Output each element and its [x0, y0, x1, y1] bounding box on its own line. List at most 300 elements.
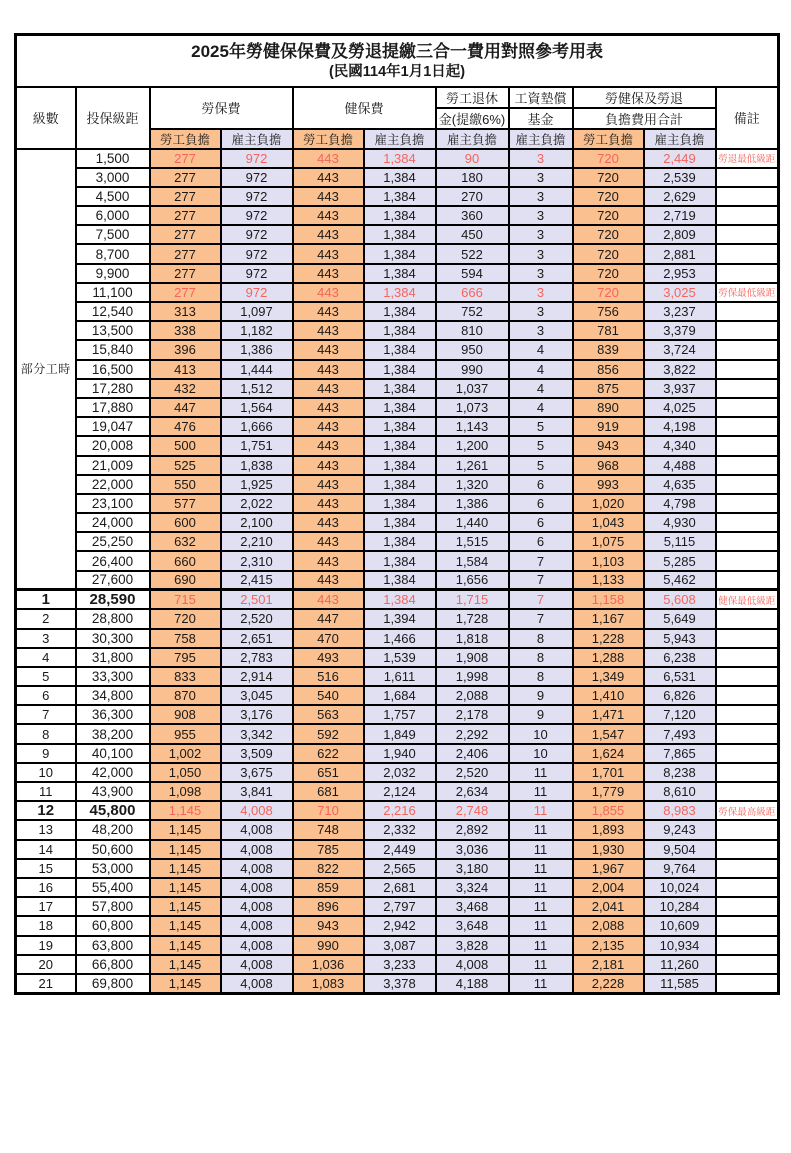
table-row	[16, 302, 779, 321]
table-row	[16, 168, 779, 187]
cell-remark	[716, 360, 779, 379]
cell-health-insurance-employee: 443	[293, 456, 364, 475]
cell-health-insurance-employee: 592	[293, 724, 364, 743]
cell-wage-fund-employer: 6	[509, 532, 573, 551]
cell-remark	[716, 974, 779, 993]
cell-labor-insurance-employer: 1,838	[221, 456, 293, 475]
cell-wage-fund-employer: 11	[509, 859, 573, 878]
cell-total-employer: 3,237	[644, 302, 716, 321]
cell-total-employer: 10,934	[644, 936, 716, 955]
cell-bracket: 17,280	[76, 379, 150, 398]
cell-total-employer: 5,943	[644, 629, 716, 648]
cell-labor-insurance-employee: 600	[150, 513, 221, 532]
table-row	[16, 264, 779, 283]
cell-total-employee: 2,135	[573, 936, 644, 955]
cell-labor-insurance-employee: 277	[150, 206, 221, 225]
cell-labor-insurance-employer: 972	[221, 206, 293, 225]
cell-labor-insurance-employer: 972	[221, 283, 293, 302]
cell-remark	[716, 744, 779, 763]
cell-labor-insurance-employer: 1,444	[221, 360, 293, 379]
cell-level: 6	[16, 686, 76, 705]
cell-remark	[716, 244, 779, 263]
cell-labor-insurance-employee: 1,145	[150, 820, 221, 839]
cell-health-insurance-employee: 563	[293, 705, 364, 724]
cell-wage-fund-employer: 9	[509, 705, 573, 724]
cell-labor-insurance-employee: 870	[150, 686, 221, 705]
cell-total-employer: 4,798	[644, 494, 716, 513]
premium-reference-table	[14, 33, 780, 995]
cell-labor-insurance-employer: 2,310	[221, 551, 293, 570]
cell-wage-fund-employer: 5	[509, 456, 573, 475]
cell-labor-insurance-employee: 396	[150, 340, 221, 359]
col-header-level: 級數	[16, 87, 76, 149]
cell-total-employer: 8,610	[644, 782, 716, 801]
cell-labor-insurance-employee: 1,145	[150, 859, 221, 878]
cell-wage-fund-employer: 4	[509, 379, 573, 398]
subheader-total-employee: 勞工負擔	[573, 129, 644, 149]
table-row	[16, 705, 779, 724]
cell-remark	[716, 551, 779, 570]
cell-labor-insurance-employee: 500	[150, 436, 221, 455]
cell-labor-insurance-employee: 577	[150, 494, 221, 513]
cell-labor-insurance-employer: 3,342	[221, 724, 293, 743]
cell-wage-fund-employer: 3	[509, 302, 573, 321]
cell-health-insurance-employee: 443	[293, 360, 364, 379]
cell-wage-fund-employer: 7	[509, 571, 573, 590]
cell-labor-insurance-employer: 972	[221, 187, 293, 206]
cell-remark: 勞退最低級距	[716, 149, 779, 168]
cell-health-insurance-employer: 1,384	[364, 436, 436, 455]
cell-health-insurance-employee: 443	[293, 513, 364, 532]
cell-total-employer: 8,238	[644, 763, 716, 782]
cell-bracket: 19,047	[76, 417, 150, 436]
table-row	[16, 686, 779, 705]
subheader-labor-insurance-employee: 勞工負擔	[150, 129, 221, 149]
cell-health-insurance-employer: 2,797	[364, 897, 436, 916]
cell-labor-insurance-employee: 1,050	[150, 763, 221, 782]
cell-health-insurance-employee: 470	[293, 629, 364, 648]
cell-health-insurance-employer: 1,384	[364, 225, 436, 244]
table-row	[16, 897, 779, 916]
cell-health-insurance-employee: 1,036	[293, 955, 364, 974]
cell-labor-insurance-employer: 2,210	[221, 532, 293, 551]
cell-labor-insurance-employee: 447	[150, 398, 221, 417]
table-row	[16, 340, 779, 359]
cell-health-insurance-employer: 1,940	[364, 744, 436, 763]
cell-bracket: 12,540	[76, 302, 150, 321]
page	[0, 33, 791, 1153]
cell-total-employee: 875	[573, 379, 644, 398]
cell-pension-employer: 3,180	[436, 859, 509, 878]
cell-pension-employer: 1,037	[436, 379, 509, 398]
cell-remark: 勞保最高級距	[716, 801, 779, 820]
table-row	[16, 782, 779, 801]
cell-wage-fund-employer: 7	[509, 551, 573, 570]
cell-pension-employer: 2,292	[436, 724, 509, 743]
table-row	[16, 590, 779, 610]
cell-wage-fund-employer: 3	[509, 264, 573, 283]
cell-health-insurance-employer: 1,384	[364, 417, 436, 436]
cell-total-employer: 4,198	[644, 417, 716, 436]
cell-labor-insurance-employee: 1,098	[150, 782, 221, 801]
cell-labor-insurance-employer: 4,008	[221, 897, 293, 916]
cell-health-insurance-employer: 1,466	[364, 629, 436, 648]
cell-total-employer: 2,539	[644, 168, 716, 187]
cell-labor-insurance-employer: 972	[221, 225, 293, 244]
cell-remark	[716, 571, 779, 590]
cell-bracket: 38,200	[76, 724, 150, 743]
cell-total-employee: 1,020	[573, 494, 644, 513]
cell-health-insurance-employer: 1,539	[364, 648, 436, 667]
table-row	[16, 436, 779, 455]
cell-total-employer: 5,285	[644, 551, 716, 570]
cell-health-insurance-employer: 1,849	[364, 724, 436, 743]
cell-health-insurance-employee: 540	[293, 686, 364, 705]
cell-health-insurance-employee: 943	[293, 916, 364, 935]
cell-remark	[716, 302, 779, 321]
cell-bracket: 17,880	[76, 398, 150, 417]
cell-bracket: 43,900	[76, 782, 150, 801]
table-row	[16, 513, 779, 532]
cell-health-insurance-employee: 443	[293, 398, 364, 417]
cell-health-insurance-employer: 1,384	[364, 456, 436, 475]
cell-health-insurance-employee: 710	[293, 801, 364, 820]
cell-remark	[716, 840, 779, 859]
cell-bracket: 69,800	[76, 974, 150, 993]
cell-pension-employer: 3,036	[436, 840, 509, 859]
cell-labor-insurance-employer: 1,925	[221, 475, 293, 494]
cell-pension-employer: 666	[436, 283, 509, 302]
cell-total-employer: 5,115	[644, 532, 716, 551]
cell-health-insurance-employee: 896	[293, 897, 364, 916]
cell-health-insurance-employer: 1,384	[364, 590, 436, 610]
cell-pension-employer: 1,818	[436, 629, 509, 648]
cell-labor-insurance-employer: 3,045	[221, 686, 293, 705]
cell-labor-insurance-employer: 4,008	[221, 801, 293, 820]
cell-labor-insurance-employee: 1,145	[150, 955, 221, 974]
cell-labor-insurance-employer: 972	[221, 168, 293, 187]
table-row	[16, 551, 779, 570]
cell-health-insurance-employer: 2,942	[364, 916, 436, 935]
cell-labor-insurance-employee: 277	[150, 168, 221, 187]
cell-wage-fund-employer: 3	[509, 244, 573, 263]
cell-labor-insurance-employee: 277	[150, 225, 221, 244]
cell-health-insurance-employer: 1,684	[364, 686, 436, 705]
cell-total-employer: 6,531	[644, 667, 716, 686]
cell-remark	[716, 609, 779, 628]
cell-bracket: 15,840	[76, 340, 150, 359]
cell-pension-employer: 810	[436, 321, 509, 340]
cell-pension-employer: 450	[436, 225, 509, 244]
cell-remark	[716, 225, 779, 244]
cell-health-insurance-employee: 443	[293, 379, 364, 398]
cell-total-employee: 1,103	[573, 551, 644, 570]
cell-health-insurance-employer: 1,384	[364, 494, 436, 513]
cell-remark	[716, 782, 779, 801]
table-row	[16, 244, 779, 263]
cell-total-employer: 4,025	[644, 398, 716, 417]
cell-remark	[716, 417, 779, 436]
cell-total-employer: 2,629	[644, 187, 716, 206]
cell-labor-insurance-employer: 1,182	[221, 321, 293, 340]
table-row	[16, 974, 779, 993]
cell-bracket: 6,000	[76, 206, 150, 225]
cell-health-insurance-employee: 859	[293, 878, 364, 897]
col-header-labor-insurance: 勞保費	[150, 87, 293, 129]
cell-pension-employer: 1,515	[436, 532, 509, 551]
cell-labor-insurance-employer: 2,520	[221, 609, 293, 628]
cell-pension-employer: 3,468	[436, 897, 509, 916]
cell-labor-insurance-employee: 550	[150, 475, 221, 494]
cell-bracket: 31,800	[76, 648, 150, 667]
cell-bracket: 30,300	[76, 629, 150, 648]
cell-total-employee: 1,410	[573, 686, 644, 705]
cell-total-employer: 4,488	[644, 456, 716, 475]
cell-total-employee: 720	[573, 244, 644, 263]
cell-health-insurance-employer: 1,384	[364, 360, 436, 379]
cell-health-insurance-employer: 3,378	[364, 974, 436, 993]
table-row	[16, 744, 779, 763]
cell-total-employee: 1,349	[573, 667, 644, 686]
cell-health-insurance-employer: 1,384	[364, 532, 436, 551]
cell-pension-employer: 1,320	[436, 475, 509, 494]
cell-health-insurance-employee: 443	[293, 571, 364, 590]
cell-bracket: 42,000	[76, 763, 150, 782]
cell-health-insurance-employer: 2,681	[364, 878, 436, 897]
table-row	[16, 532, 779, 551]
cell-bracket: 16,500	[76, 360, 150, 379]
cell-labor-insurance-employer: 3,841	[221, 782, 293, 801]
cell-health-insurance-employer: 2,449	[364, 840, 436, 859]
col-header-wage-fund-line1: 工資墊償	[509, 87, 573, 108]
cell-labor-insurance-employee: 277	[150, 244, 221, 263]
cell-health-insurance-employer: 1,384	[364, 302, 436, 321]
cell-total-employee: 993	[573, 475, 644, 494]
table-row	[16, 379, 779, 398]
cell-labor-insurance-employee: 476	[150, 417, 221, 436]
cell-total-employer: 11,585	[644, 974, 716, 993]
cell-remark	[716, 340, 779, 359]
cell-wage-fund-employer: 6	[509, 494, 573, 513]
cell-labor-insurance-employee: 795	[150, 648, 221, 667]
cell-bracket: 40,100	[76, 744, 150, 763]
cell-health-insurance-employee: 443	[293, 225, 364, 244]
cell-wage-fund-employer: 10	[509, 724, 573, 743]
cell-labor-insurance-employee: 660	[150, 551, 221, 570]
cell-total-employer: 5,608	[644, 590, 716, 610]
cell-bracket: 60,800	[76, 916, 150, 935]
cell-level: 16	[16, 878, 76, 897]
cell-wage-fund-employer: 11	[509, 878, 573, 897]
cell-total-employee: 1,288	[573, 648, 644, 667]
subheader-wage-fund-employer: 雇主負擔	[509, 129, 573, 149]
cell-labor-insurance-employee: 1,145	[150, 878, 221, 897]
cell-remark	[716, 187, 779, 206]
cell-level: 13	[16, 820, 76, 839]
cell-total-employer: 10,024	[644, 878, 716, 897]
cell-wage-fund-employer: 3	[509, 321, 573, 340]
table-row	[16, 149, 779, 168]
cell-health-insurance-employee: 681	[293, 782, 364, 801]
cell-health-insurance-employer: 2,032	[364, 763, 436, 782]
cell-remark	[716, 475, 779, 494]
cell-labor-insurance-employer: 4,008	[221, 974, 293, 993]
cell-wage-fund-employer: 8	[509, 648, 573, 667]
cell-level: 21	[16, 974, 76, 993]
cell-remark	[716, 878, 779, 897]
cell-remark	[716, 494, 779, 513]
cell-bracket: 53,000	[76, 859, 150, 878]
cell-total-employee: 1,075	[573, 532, 644, 551]
cell-pension-employer: 4,188	[436, 974, 509, 993]
col-header-total-line2: 負擔費用合計	[573, 108, 716, 129]
cell-bracket: 8,700	[76, 244, 150, 263]
cell-bracket: 28,800	[76, 609, 150, 628]
cell-remark	[716, 763, 779, 782]
cell-labor-insurance-employer: 3,176	[221, 705, 293, 724]
cell-labor-insurance-employee: 338	[150, 321, 221, 340]
cell-level: 11	[16, 782, 76, 801]
table-row	[16, 801, 779, 820]
cell-bracket: 57,800	[76, 897, 150, 916]
cell-labor-insurance-employee: 1,145	[150, 974, 221, 993]
cell-remark	[716, 820, 779, 839]
cell-total-employee: 720	[573, 264, 644, 283]
cell-wage-fund-employer: 11	[509, 897, 573, 916]
cell-total-employee: 720	[573, 225, 644, 244]
cell-bracket: 21,009	[76, 456, 150, 475]
cell-total-employee: 720	[573, 283, 644, 302]
cell-total-employer: 2,809	[644, 225, 716, 244]
cell-pension-employer: 990	[436, 360, 509, 379]
cell-health-insurance-employer: 2,332	[364, 820, 436, 839]
cell-health-insurance-employer: 2,124	[364, 782, 436, 801]
cell-labor-insurance-employer: 1,751	[221, 436, 293, 455]
cell-health-insurance-employer: 1,384	[364, 149, 436, 168]
cell-labor-insurance-employee: 908	[150, 705, 221, 724]
cell-total-employer: 9,504	[644, 840, 716, 859]
cell-wage-fund-employer: 8	[509, 629, 573, 648]
cell-total-employer: 3,724	[644, 340, 716, 359]
cell-labor-insurance-employer: 1,386	[221, 340, 293, 359]
cell-remark: 健保最低級距	[716, 590, 779, 610]
cell-remark	[716, 168, 779, 187]
cell-labor-insurance-employer: 972	[221, 264, 293, 283]
cell-health-insurance-employee: 990	[293, 936, 364, 955]
cell-health-insurance-employer: 1,384	[364, 513, 436, 532]
cell-pension-employer: 1,200	[436, 436, 509, 455]
cell-total-employee: 1,471	[573, 705, 644, 724]
cell-health-insurance-employee: 822	[293, 859, 364, 878]
cell-level: 7	[16, 705, 76, 724]
cell-remark	[716, 667, 779, 686]
cell-remark	[716, 724, 779, 743]
col-header-total-line1: 勞健保及勞退	[573, 87, 716, 108]
cell-health-insurance-employer: 1,384	[364, 206, 436, 225]
table-row	[16, 916, 779, 935]
cell-health-insurance-employer: 1,384	[364, 264, 436, 283]
cell-health-insurance-employee: 443	[293, 206, 364, 225]
cell-health-insurance-employee: 651	[293, 763, 364, 782]
cell-total-employee: 1,893	[573, 820, 644, 839]
cell-level: 14	[16, 840, 76, 859]
table-row	[16, 475, 779, 494]
table-row	[16, 820, 779, 839]
table-body	[16, 149, 779, 994]
cell-labor-insurance-employer: 4,008	[221, 878, 293, 897]
cell-total-employee: 1,547	[573, 724, 644, 743]
cell-wage-fund-employer: 8	[509, 667, 573, 686]
cell-pension-employer: 2,088	[436, 686, 509, 705]
cell-total-employer: 5,462	[644, 571, 716, 590]
cell-health-insurance-employee: 443	[293, 283, 364, 302]
cell-level: 10	[16, 763, 76, 782]
cell-labor-insurance-employee: 1,145	[150, 801, 221, 820]
table-row	[16, 609, 779, 628]
cell-labor-insurance-employer: 972	[221, 149, 293, 168]
table-row	[16, 571, 779, 590]
table-row	[16, 206, 779, 225]
cell-pension-employer: 522	[436, 244, 509, 263]
cell-bracket: 66,800	[76, 955, 150, 974]
cell-total-employer: 5,649	[644, 609, 716, 628]
cell-total-employer: 3,025	[644, 283, 716, 302]
table-row	[16, 763, 779, 782]
cell-health-insurance-employee: 443	[293, 532, 364, 551]
col-header-pension-line2: 金(提繳6%)	[436, 108, 509, 129]
page-subtitle: (民國114年1月1日起)	[328, 64, 466, 81]
cell-pension-employer: 2,520	[436, 763, 509, 782]
table-row	[16, 398, 779, 417]
cell-total-employee: 890	[573, 398, 644, 417]
cell-wage-fund-employer: 4	[509, 360, 573, 379]
cell-remark	[716, 206, 779, 225]
cell-health-insurance-employer: 1,384	[364, 379, 436, 398]
cell-wage-fund-employer: 11	[509, 936, 573, 955]
col-header-wage-fund-line2: 基金	[509, 108, 573, 129]
cell-total-employer: 4,930	[644, 513, 716, 532]
subheader-labor-insurance-employer: 雇主負擔	[221, 129, 293, 149]
cell-labor-insurance-employee: 1,145	[150, 840, 221, 859]
cell-level: 12	[16, 801, 76, 820]
cell-level: 3	[16, 629, 76, 648]
cell-health-insurance-employee: 447	[293, 609, 364, 628]
cell-remark	[716, 955, 779, 974]
cell-bracket: 7,500	[76, 225, 150, 244]
cell-labor-insurance-employee: 720	[150, 609, 221, 628]
table-row	[16, 648, 779, 667]
cell-total-employee: 2,088	[573, 916, 644, 935]
cell-level: 2	[16, 609, 76, 628]
cell-wage-fund-employer: 6	[509, 475, 573, 494]
cell-bracket: 36,300	[76, 705, 150, 724]
cell-total-employer: 2,953	[644, 264, 716, 283]
cell-total-employee: 1,158	[573, 590, 644, 610]
cell-wage-fund-employer: 3	[509, 149, 573, 168]
cell-health-insurance-employee: 443	[293, 302, 364, 321]
cell-health-insurance-employee: 443	[293, 187, 364, 206]
cell-pension-employer: 1,386	[436, 494, 509, 513]
cell-total-employee: 968	[573, 456, 644, 475]
cell-labor-insurance-employer: 4,008	[221, 916, 293, 935]
cell-labor-insurance-employer: 4,008	[221, 936, 293, 955]
cell-total-employer: 6,238	[644, 648, 716, 667]
cell-total-employee: 856	[573, 360, 644, 379]
cell-wage-fund-employer: 11	[509, 820, 573, 839]
cell-bracket: 48,200	[76, 820, 150, 839]
cell-pension-employer: 1,715	[436, 590, 509, 610]
cell-health-insurance-employee: 443	[293, 551, 364, 570]
